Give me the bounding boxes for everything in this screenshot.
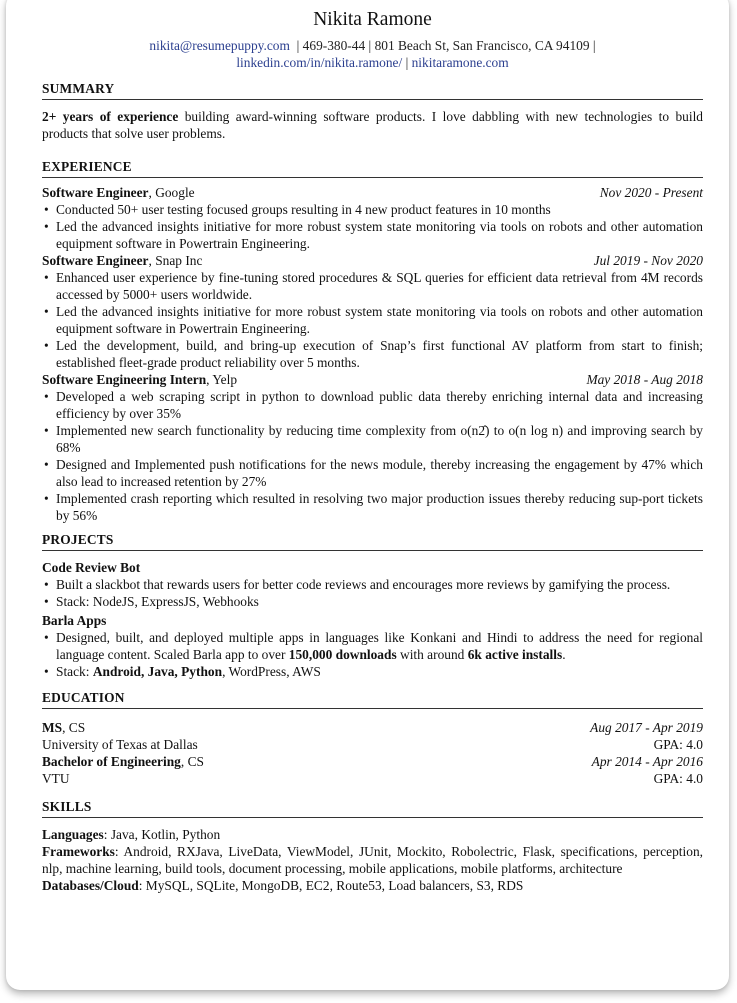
job-bullet: • Enhanced user experience by fine-tuning stored procedures & SQL queries for efficient data retrieval from 4̃M records accessed by 5000+ users worldwide. — [42, 269, 703, 303]
skill-line — [42, 877, 703, 894]
skills-heading: SKILLS — [42, 799, 703, 818]
email-link[interactable]: nikita@resumepuppy.com — [149, 38, 290, 53]
job-bullet: • Implemented crash reporting which resulted in resolving two major production issues thereby reducing sup-port tickets by 56% — [42, 490, 703, 524]
project-name: Code Review Bot — [42, 560, 141, 575]
education-entry — [42, 719, 703, 753]
job-header — [42, 371, 703, 388]
contact-info — [42, 37, 703, 71]
skill-line — [42, 843, 703, 877]
field: , CS — [180, 754, 204, 769]
school: VTU — [42, 771, 70, 786]
linkedin-link[interactable]: linkedin.com/in/nikita.ramone/ — [236, 55, 403, 70]
skill-value: : MySQL, SQLite, MongoDB, EC2, Route53, Load balancers, S3, RDS — [138, 878, 524, 893]
job-bullet: • Implemented new search functionality by reducing time complexity from o(n2̂) to o(n log n) and improving search by 68% — [42, 422, 703, 456]
gpa: GPA: 4.0 — [653, 737, 703, 752]
resume-page — [6, 0, 729, 990]
skill-value: : Java, Kotlin, Python — [103, 827, 221, 842]
education-dates: Aug 2017 - Apr 2019 — [590, 720, 703, 735]
text: . — [562, 647, 566, 662]
stack-value: NodeJS, ExpressJS, Webhooks — [92, 594, 259, 609]
text: with around — [396, 647, 468, 662]
education-dates: Apr 2014 - Apr 2016 — [591, 754, 703, 769]
job-bullet: • Led the advanced insights initiative for more robust system state monitoring via tools on robots and other automation equipment software in Powertrain Engineering. — [42, 218, 703, 252]
separator: | — [592, 38, 596, 53]
job-bullet: • Led the development, build, and bring-up execution of Snap’s first functional AV platform from start to finish; established fleet-grade product reliability over 5 months. — [42, 337, 703, 371]
job-role: Software Engineer — [42, 185, 149, 200]
skills-list — [42, 826, 703, 894]
highlight: 6k active installs — [467, 647, 563, 662]
project-name: Barla Apps — [42, 613, 107, 628]
job-company: , Yelp — [206, 372, 238, 387]
resume-content — [42, 0, 703, 894]
project-stack — [42, 663, 703, 680]
job-header — [42, 184, 703, 201]
stack-label: Stack: — [56, 594, 93, 609]
website-link[interactable]: nikitaramone.com — [411, 55, 509, 70]
experience-heading: EXPERIENCE — [42, 159, 703, 178]
job-dates: Jul 2019 - Nov 2020 — [593, 253, 703, 268]
summary-body: building award-winning software products. I love dabbling with new technologies to build products that solve user problems. — [42, 109, 703, 141]
job-header — [42, 252, 703, 269]
projects-heading: PROJECTS — [42, 532, 703, 551]
job-company: , Google — [148, 185, 195, 200]
skill-label: Languages — [42, 827, 104, 842]
job-role: Software Engineering Intern — [42, 372, 207, 387]
job-company: , Snap Inc — [148, 253, 203, 268]
separator: | — [296, 38, 300, 53]
project-entry — [42, 612, 703, 680]
school: University of Texas at Dallas — [42, 737, 198, 752]
job-role: Software Engineer — [42, 253, 149, 268]
field: , CS — [62, 720, 86, 735]
job-entry — [42, 371, 703, 524]
address: 801 Beach St, San Francisco, CA 94109 — [374, 38, 590, 53]
degree: MS — [42, 720, 63, 735]
candidate-name: Nikita Ramone — [313, 9, 432, 30]
project-bullet: • Built a slackbot that rewards users for better code reviews and encourages more reviews by gamifying the process. — [42, 576, 703, 593]
summary-highlight: 2+ years of experience — [42, 109, 179, 124]
separator: | — [368, 38, 372, 53]
phone: 469-380-44 — [302, 38, 366, 53]
job-bullet: • Developed a web scraping script in python to download public data thereby enriching internal data and increasing efficiency by over 35% — [42, 388, 703, 422]
job-entry — [42, 184, 703, 252]
job-dates: May 2018 - Aug 2018 — [586, 372, 703, 387]
education-entry — [42, 753, 703, 787]
text: Designed, built, and deployed multiple apps in languages like Konkani and Hindi to address the need for regional language content. Scaled Barla app to over — [56, 630, 703, 662]
separator: | — [405, 55, 409, 70]
skill-label: Databases/Cloud — [42, 878, 139, 893]
summary-text — [42, 108, 703, 142]
stack-label: Stack: — [56, 664, 93, 679]
project-entry — [42, 559, 703, 610]
stack-highlight: Android, Java, Python — [92, 664, 223, 679]
job-bullet: • Designed and Implemented push notifications for the news module, thereby increasing the engagement by 47% which also lead to increased retention by 27% — [42, 456, 703, 490]
highlight: 150,000 downloads — [288, 647, 397, 662]
skill-value: : Android, RXJava, LiveData, ViewModel, JUnit, Mockito, Robolectric, Flask, specifications, perception, nlp, machine learning, build tools, document processing, mobile applications, mobile platforms, architecture — [42, 844, 703, 876]
job-dates: Nov 2020 - Present — [599, 185, 703, 200]
skill-label: Frameworks — [42, 844, 115, 859]
degree: Bachelor of Engineering — [42, 754, 181, 769]
education-heading: EDUCATION — [42, 690, 703, 709]
job-bullet: • Led the advanced insights initiative for more robust system state monitoring via tools on robots and other automation equipment software in Powertrain Engineering. — [42, 303, 703, 337]
project-bullet — [42, 629, 703, 663]
summary-heading: SUMMARY — [42, 81, 703, 100]
stack-value: , WordPress, AWS — [222, 664, 321, 679]
gpa: GPA: 4.0 — [653, 771, 703, 786]
project-stack — [42, 593, 703, 610]
job-bullet: • Conducted 50+ user testing focused groups resulting in 4 new product features in 10 months — [42, 201, 703, 218]
skill-line — [42, 826, 703, 843]
job-entry — [42, 252, 703, 371]
